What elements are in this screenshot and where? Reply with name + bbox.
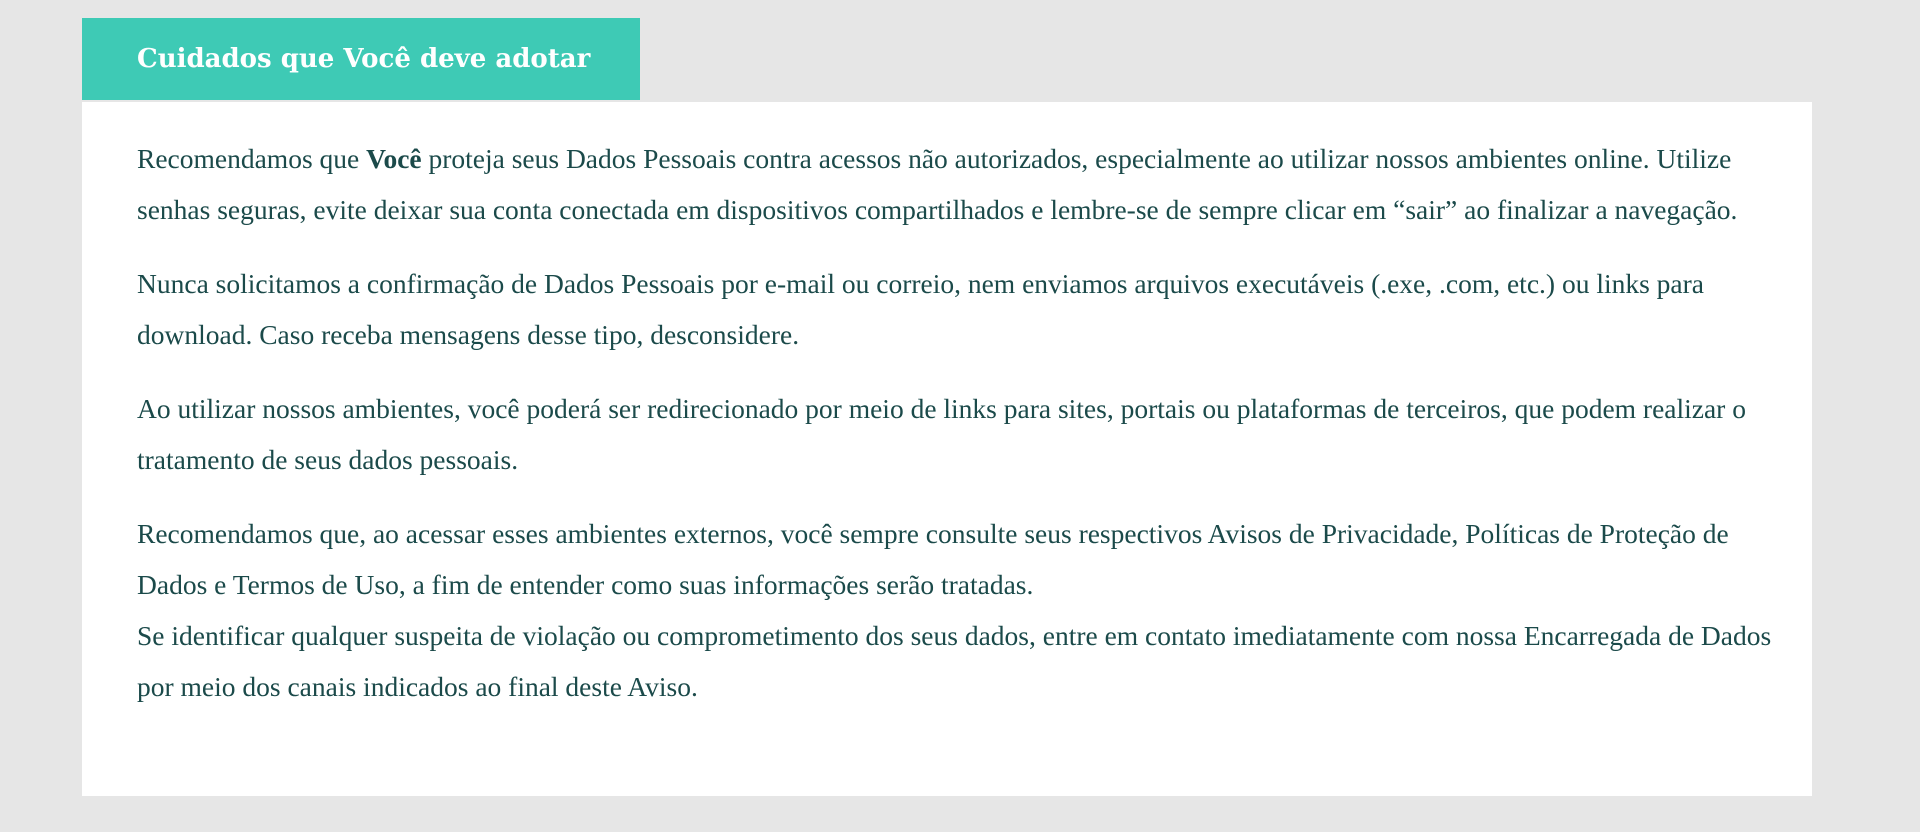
paragraph-no-requests: Nunca solicitamos a confirmação de Dados Pessoais por e-mail ou correio, nem enviamos arquivos executáveis (.exe, .com, etc.) ou links para download. Caso receba mensagens desse tipo, desconsidere. <box>137 268 1704 350</box>
paragraph-privacy-notices: Recomendamos que, ao acessar esses ambientes externos, você sempre consulte seus respectivos Avisos de Privacidade, Políticas de Proteção de Dados e Termos de Uso, a fim de entender como suas informações serão tratadas. <box>137 518 1729 600</box>
paragraph-third-party-links: Ao utilizar nossos ambientes, você poderá ser redirecionado por meio de links para sites, portais ou plataformas de terceiros, que podem realizar o tratamento de seus dados pessoais. <box>137 393 1746 475</box>
paragraph-text: proteja seus Dados Pessoais contra acessos não autorizados, especialmente ao utilizar nossos ambientes online. Utilize senhas seguras, evite deixar sua conta conectada em dispositivos compartilhados e lembre-se de sempre clicar em “sair” ao finalizar a navegação. <box>137 143 1738 225</box>
paragraph-report-violation: Se identificar qualquer suspeita de violação ou comprometimento dos seus dados, entre em contato imediatamente com nossa Encarregada de Dados por meio dos canais indicados ao final deste Aviso. <box>137 620 1772 702</box>
paragraph-text: Recomendamos que <box>137 143 367 174</box>
section-title: Cuidados que Você deve adotar <box>137 44 591 74</box>
emphasis-voce: Você <box>366 143 422 174</box>
paragraph-account-protection <box>137 133 1782 235</box>
content-panel <box>82 102 1812 796</box>
section-header-tab <box>82 18 640 100</box>
